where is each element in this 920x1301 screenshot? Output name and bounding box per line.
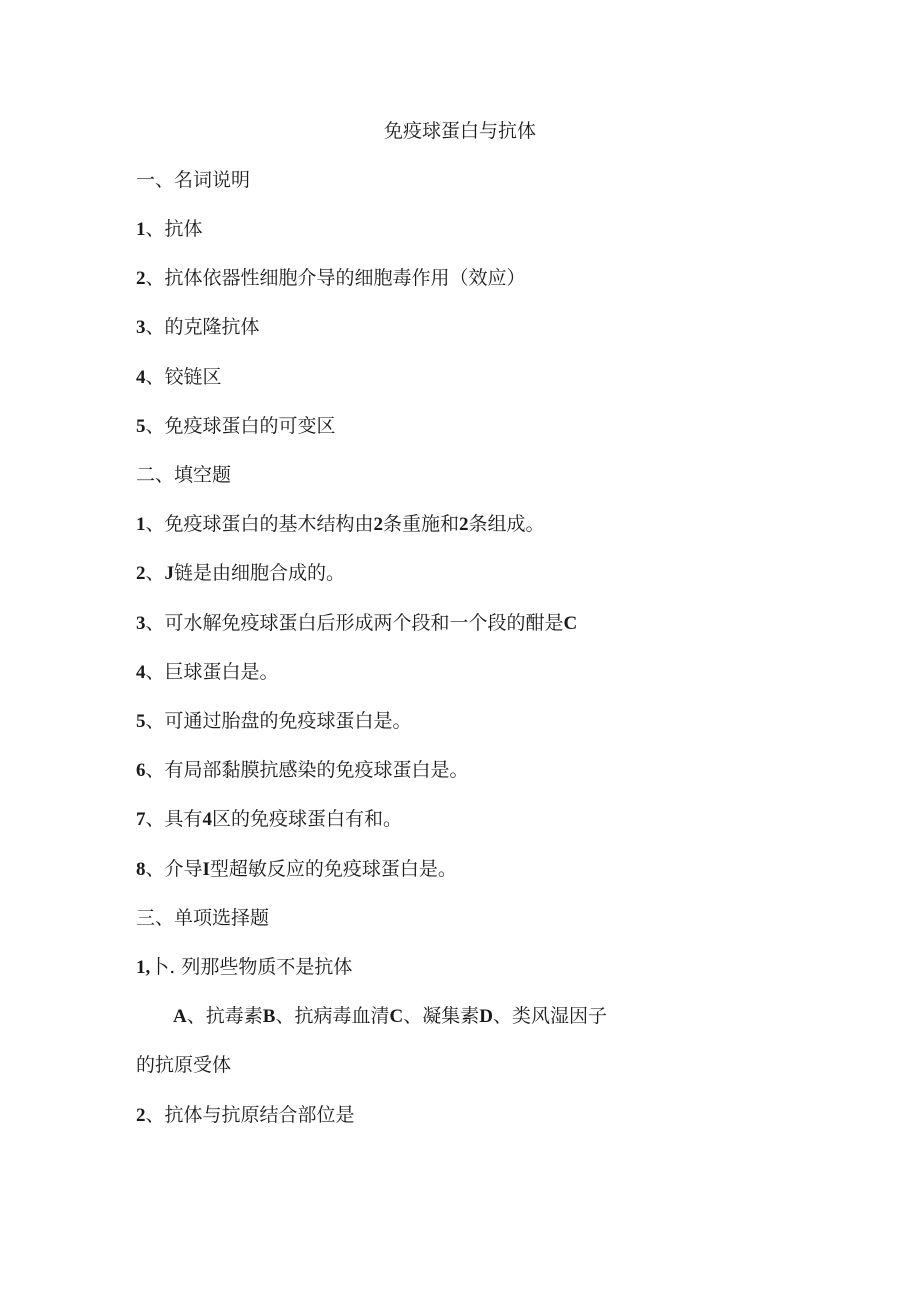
term-item-1 <box>136 216 203 243</box>
item-number: 4 <box>136 662 146 683</box>
option-text: 、类风湿因子 <box>492 1005 607 1027</box>
fill-question-2 <box>136 560 345 587</box>
option-text: 、抗病毒血清 <box>275 1005 390 1027</box>
item-number: 2 <box>136 1105 146 1126</box>
section-heading-single-choice: 三、单项选择题 <box>136 907 270 929</box>
question-text: 链是由细胞合成的。 <box>174 562 346 584</box>
choice-question-1-options <box>173 1003 607 1030</box>
question-text: 、可通过胎盘的免疫球蛋白是。 <box>145 710 412 732</box>
item-number: 5 <box>136 416 146 437</box>
item-number: 3 <box>136 317 146 338</box>
question-text: 、具有 <box>145 808 203 830</box>
question-text: 、可水解免疫球蛋白后形成两个段和一个段的酣是 <box>145 612 564 634</box>
fill-question-6 <box>136 757 469 784</box>
section-heading-fill-blank: 二、填空题 <box>136 464 232 486</box>
question-text: 条组成。 <box>468 513 545 535</box>
question-letter: J <box>164 563 175 584</box>
item-text: 、铰链区 <box>145 366 222 388</box>
term-item-5 <box>136 413 336 440</box>
question-text: 、有局部黏膜抗感染的免疫球蛋白是。 <box>145 759 469 781</box>
term-item-4 <box>136 364 222 391</box>
question-text: 、介导 <box>145 858 203 880</box>
section-heading-terms: 一、名词说明 <box>136 169 251 191</box>
fill-question-5 <box>136 708 412 735</box>
question-text: 卜. 列那些物质不是抗体 <box>150 956 353 978</box>
item-number: 2 <box>136 563 146 584</box>
choice-question-1 <box>136 954 352 981</box>
item-text: 、抗体 <box>145 218 203 240</box>
item-number: 7 <box>136 809 146 830</box>
item-number: 8 <box>136 859 146 880</box>
option-letter: A <box>173 1006 187 1027</box>
question-number: 4 <box>202 809 213 830</box>
item-text: 、抗体依器性细胞介导的细胞毒作用（效应） <box>145 267 526 289</box>
option-letter: C <box>389 1006 404 1027</box>
item-number: 1, <box>136 957 151 978</box>
question-text: 型超敏反应的免疫球蛋白是。 <box>209 858 457 880</box>
question-text: 、抗体与抗原结合部位是 <box>145 1104 355 1126</box>
choice-question-1-continuation: 的抗原受体 <box>136 1054 232 1076</box>
item-number: 4 <box>136 367 146 388</box>
term-item-2 <box>136 265 526 292</box>
item-number: 6 <box>136 760 146 781</box>
term-item-3 <box>136 314 260 341</box>
option-letter: D <box>479 1006 493 1027</box>
item-text: 、免疫球蛋白的可变区 <box>145 415 336 437</box>
fill-question-8 <box>136 856 457 883</box>
question-letter: C <box>563 613 578 634</box>
question-letter: I <box>202 859 210 880</box>
item-number: 1 <box>136 514 146 535</box>
option-text: 、抗毒素 <box>186 1005 263 1027</box>
fill-question-4 <box>136 659 279 686</box>
question-text: 、 <box>145 562 165 584</box>
question-text: 、巨球蛋白是。 <box>145 661 279 683</box>
item-number: 5 <box>136 711 146 732</box>
option-letter: B <box>262 1006 276 1027</box>
choice-question-2 <box>136 1102 355 1129</box>
fill-question-1 <box>136 511 545 538</box>
question-text: 区的免疫球蛋白有和。 <box>212 808 403 830</box>
item-text: 、的克隆抗体 <box>145 316 260 338</box>
question-text: 条重施和 <box>383 513 460 535</box>
item-number: 2 <box>136 268 146 289</box>
fill-question-3 <box>136 610 577 637</box>
option-text: 、凝集素 <box>403 1005 480 1027</box>
question-number: 2 <box>459 514 469 535</box>
document-title: 免疫球蛋白与抗体 <box>383 120 536 142</box>
fill-question-7 <box>136 806 402 833</box>
question-text: 、免疫球蛋白的基木结构由 <box>145 513 374 535</box>
item-number: 3 <box>136 613 146 634</box>
item-number: 1 <box>136 219 146 240</box>
question-number: 2 <box>373 514 384 535</box>
